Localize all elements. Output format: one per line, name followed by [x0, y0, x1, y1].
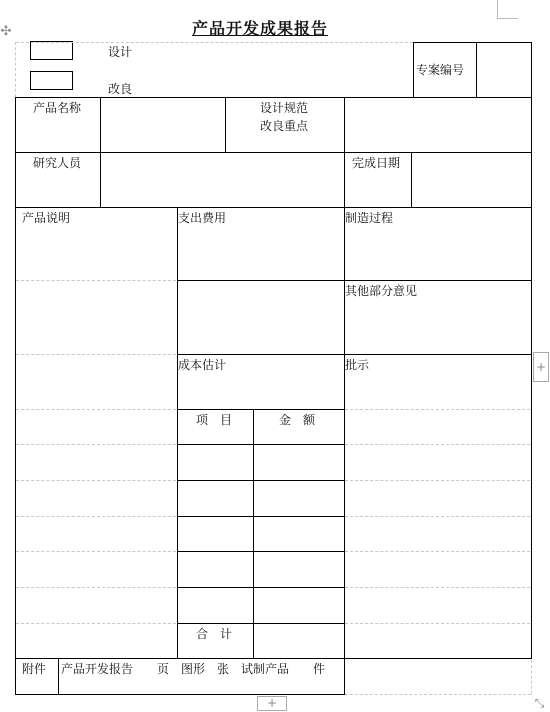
add-row-button[interactable]: + — [257, 696, 287, 711]
manufacturing-label: 制造过程 — [345, 211, 394, 225]
page-title: 产品开发成果报告 — [192, 19, 329, 38]
other-opinions-label: 其他部分意见 — [345, 284, 418, 298]
cost-estimate-label: 成本估计 — [178, 358, 227, 372]
attachment-detail: 产品开发报告 页 图形 张 试制产品 件 — [61, 662, 326, 676]
table-move-handle[interactable]: ✣ — [0, 24, 12, 39]
expense-label: 支出费用 — [178, 211, 227, 225]
add-column-button[interactable]: + — [533, 352, 549, 382]
product-desc-label: 产品说明 — [22, 211, 71, 225]
improve-option-label: 改良 — [108, 82, 133, 96]
researcher-label: 研究人员 — [33, 156, 82, 170]
product-name-label: 产品名称 — [33, 101, 82, 115]
completion-date-field[interactable] — [412, 153, 530, 206]
item-column-header: 项 目 — [196, 413, 233, 427]
total-label: 合 计 — [196, 627, 233, 641]
amount-column-header: 金 额 — [279, 413, 316, 427]
design-option-label: 设计 — [108, 45, 133, 59]
design-checkbox[interactable] — [30, 41, 73, 60]
spec-label-line1: 设计规范 — [260, 101, 309, 115]
project-no-field[interactable] — [477, 43, 530, 97]
product-name-field[interactable] — [101, 98, 224, 151]
improve-checkbox[interactable] — [30, 71, 73, 90]
spec-label-line2: 改良重点 — [260, 119, 309, 133]
attachment-label: 附件 — [22, 662, 47, 676]
table-resize-handle[interactable]: ⤡ — [534, 696, 545, 710]
researcher-field[interactable] — [101, 153, 343, 206]
instructions-label: 批示 — [345, 358, 370, 372]
page-corner-mark — [497, 0, 518, 19]
spec-field[interactable] — [345, 98, 530, 151]
completion-date-label: 完成日期 — [352, 156, 401, 170]
project-no-label: 专案编号 — [416, 63, 465, 77]
